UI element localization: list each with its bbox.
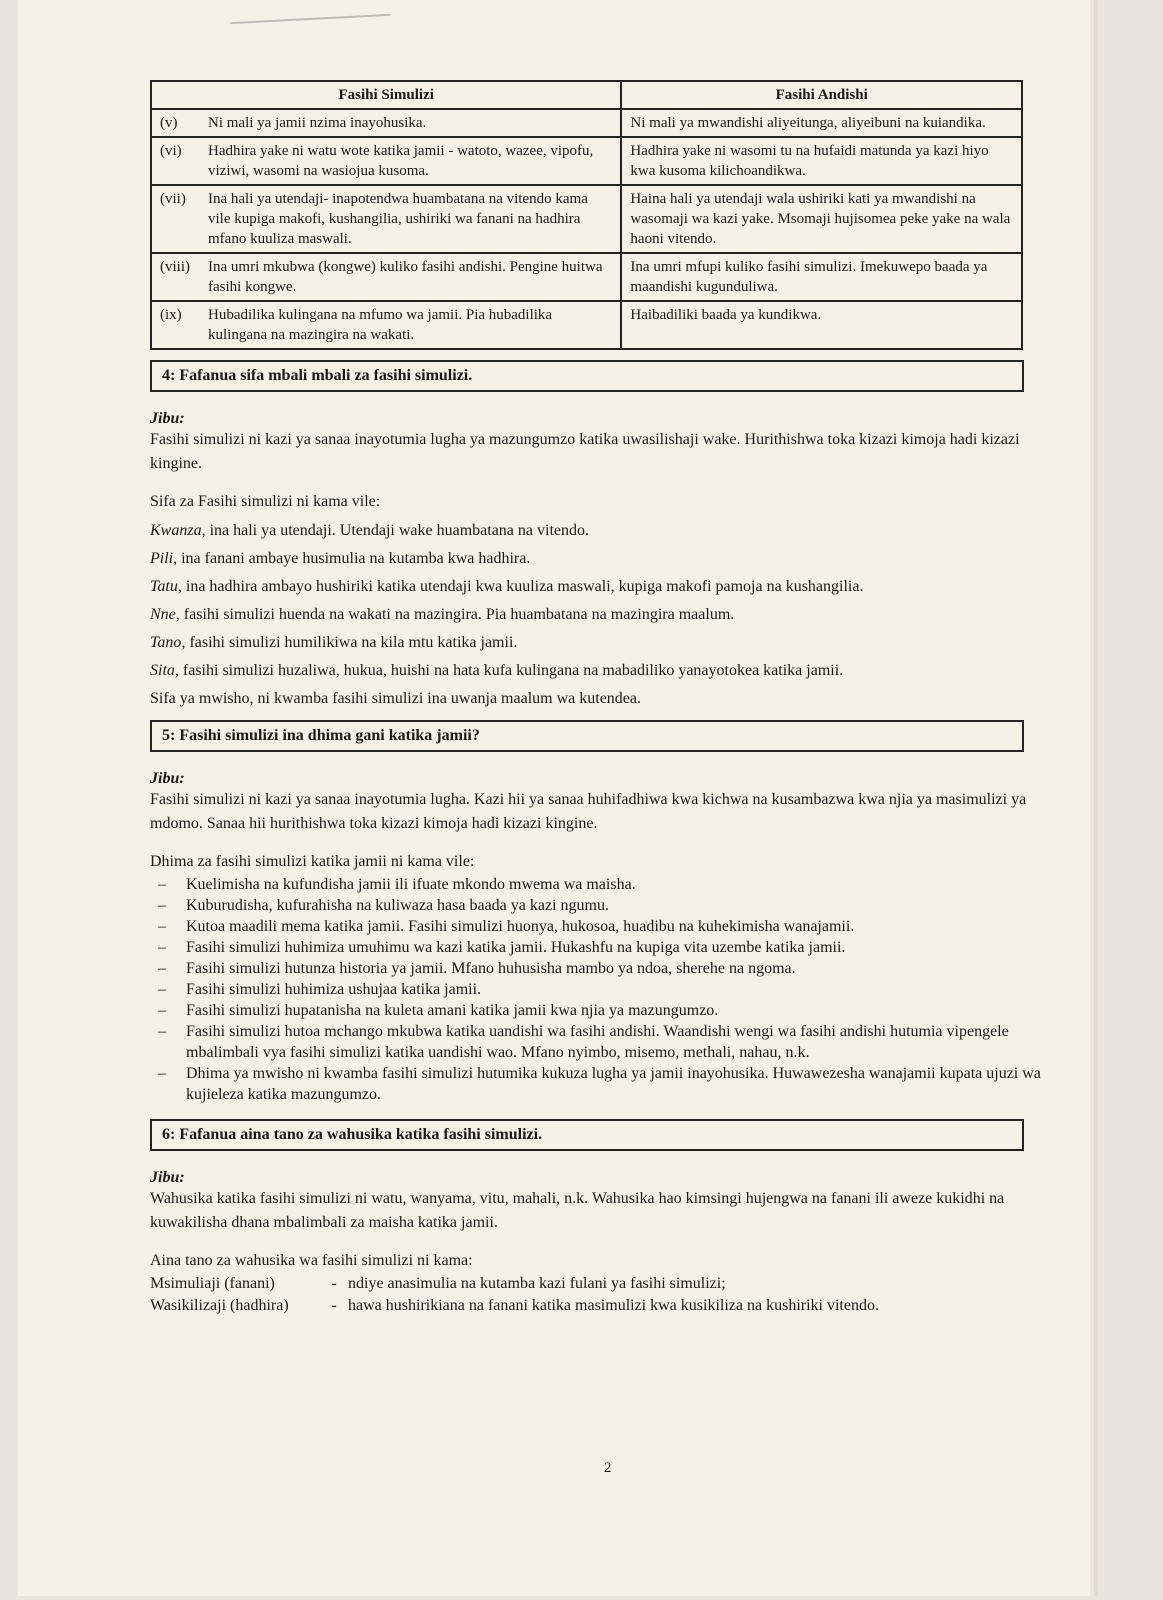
sifa-text: , ina hali ya utendaji. Utendaji wake huambatana na vitendo. xyxy=(201,522,589,539)
table-row xyxy=(151,253,1022,301)
page-content xyxy=(150,80,1050,1317)
character-name: Msimuliaji (fanani) xyxy=(150,1275,275,1292)
question-4-title: 4: Fafanua sifa mbali mbali za fasihi simulizi. xyxy=(162,367,473,384)
answer-6-intro: Wahusika katika fasihi simulizi ni watu, wanyama, vitu, mahali, n.k. Wahusika hao kimsingi hujengwa na fanani ili aweze kukidhi na kuwakilisha dhana mbalimbali za maisha katika jamii. xyxy=(150,1190,1005,1231)
list-item: – Fasihi simulizi huhimiza umuhimu wa kazi katika jamii. Hukashfu na kupiga vita uzembe katika jamii. xyxy=(150,937,1050,958)
list-item: – Fasihi simulizi hutunza historia ya jamii. Mfano huhusisha mambo ya ndoa, sherehe na ngoma. xyxy=(150,958,1050,979)
sifa-list xyxy=(150,520,1050,682)
answer-5-label: Jibu: xyxy=(150,770,185,787)
question-5-title: 5: Fasihi simulizi ina dhima gani katika jamii? xyxy=(162,727,480,744)
answer-6-label: Jibu: xyxy=(150,1169,185,1186)
row-number: (vi) xyxy=(160,143,182,159)
table-row xyxy=(151,185,1022,253)
cell-andishi: Hadhira yake ni wasomi tu na hufaidi matunda ya kazi hiyo kwa kusoma kilichoandikwa. xyxy=(621,137,1022,185)
answer-4-intro: Fasihi simulizi ni kazi ya sanaa inayotumia lugha ya mazungumzo katika uwasilishaji wake. Hurithishwa toka kizazi kimoja hadi kizazi kingine. xyxy=(150,431,1020,472)
answer-5-lead: Dhima za fasihi simulizi katika jamii ni kama vile: xyxy=(150,853,475,870)
ordinal-word: Kwanza xyxy=(150,522,202,539)
list-item xyxy=(150,632,1050,654)
list-item xyxy=(150,1295,1050,1317)
question-4-box xyxy=(150,360,1024,392)
ordinal-word: Tatu xyxy=(150,578,178,595)
list-item xyxy=(150,1273,1050,1295)
list-item xyxy=(150,520,1050,542)
dhima-list xyxy=(150,874,1050,1105)
simulizi-text: Ni mali ya jamii nzima inayohusika. xyxy=(208,115,427,131)
sifa-last: Sifa ya mwisho, ni kwamba fasihi simulizi ina uwanja maalum wa kutendea. xyxy=(150,690,641,707)
cell-simulizi xyxy=(151,109,621,137)
row-number: (ix) xyxy=(160,307,182,323)
list-item: – Fasihi simulizi hutoa mchango mkubwa katika uandishi wa fasihi andishi. Waandishi wengi wa fasihi andishi hutumia vipengele mbalimbali vya fasihi simulizi katika uandishi wao. Mfano nyimbo, misemo, methali, nahau, n.k. xyxy=(150,1021,1050,1063)
cell-simulizi xyxy=(151,253,621,301)
cell-simulizi xyxy=(151,137,621,185)
ordinal-word: Sita xyxy=(150,662,175,679)
list-item: – Dhima ya mwisho ni kwamba fasihi simulizi hutumika kukuza lugha ya jamii inayohusika. Huwawezesha wanajamii kupata ujuzi wa kujieleza katika mazungumzo. xyxy=(150,1063,1050,1105)
ordinal-word: Pili xyxy=(150,550,174,567)
ordinal-word: Nne xyxy=(150,606,176,623)
simulizi-text: Ina umri mkubwa (kongwe) kuliko fasihi andishi. Pengine huitwa fasihi kongwe. xyxy=(208,259,603,295)
table-header-andishi: Fasihi Andishi xyxy=(621,81,1022,109)
character-name: Wasikilizaji (hadhira) xyxy=(150,1297,289,1314)
answer-6-lead: Aina tano za wahusika wa fasihi simulizi ni kama: xyxy=(150,1252,473,1269)
cell-simulizi xyxy=(151,301,621,349)
list-item: – Fasihi simulizi huhimiza ushujaa katika jamii. xyxy=(150,979,1050,1000)
list-item xyxy=(150,604,1050,626)
list-item xyxy=(150,576,1050,598)
row-number: (vii) xyxy=(160,191,186,207)
cell-simulizi xyxy=(151,185,621,253)
row-number: (viii) xyxy=(160,259,190,275)
list-item: – Kuburudisha, kufurahisha na kuliwaza hasa baada ya kazi ngumu. xyxy=(150,895,1050,916)
character-desc: hawa hushirikiana na fanani katika masimulizi kwa kusikiliza na kushiriki vitendo. xyxy=(348,1297,879,1314)
character-desc: ndiye anasimulia na kutamba kazi fulani ya fasihi simulizi; xyxy=(348,1275,726,1292)
answer-5-intro: Fasihi simulizi ni kazi ya sanaa inayotumia lugha. Kazi hii ya sanaa huhifadhiwa kwa kichwa na kusambazwa kwa njia ya masimulizi ya mdomo. Sanaa hii hurithishwa toka kizazi kimoja hadi kizazi kingine. xyxy=(150,791,1027,832)
sifa-text: , fasihi simulizi huzaliwa, hukua, huishi na hata kufa kulingana na mabadiliko yanayotokea katika jamii. xyxy=(174,662,844,679)
cell-andishi: Haina hali ya utendaji wala ushiriki kati ya mwandishi na wasomaji wa kazi yake. Msomaji hujisomea peke yake na wala haoni vitendo. xyxy=(621,185,1022,253)
table-row xyxy=(151,301,1022,349)
list-item xyxy=(150,660,1050,682)
row-number: (v) xyxy=(160,115,178,131)
character-dash: - xyxy=(331,1297,337,1314)
list-item: – Kutoa maadili mema katika jamii. Fasihi simulizi huonya, hukosoa, huadibu na kuhekimisha wanajamii. xyxy=(150,916,1050,937)
cell-andishi: Ni mali ya mwandishi aliyeitunga, aliyeibuni na kuiandika. xyxy=(621,109,1022,137)
character-dash: - xyxy=(331,1275,337,1292)
list-item: – Kuelimisha na kufundisha jamii ili ifuate mkondo mwema wa maisha. xyxy=(150,874,1050,895)
sifa-text: , fasihi simulizi humilikiwa na kila mtu katika jamii. xyxy=(181,634,518,651)
page-number: 2 xyxy=(604,1460,612,1476)
question-5-box xyxy=(150,720,1024,752)
simulizi-text: Hadhira yake ni watu wote katika jamii - watoto, wazee, vipofu, viziwi, wasomi na wasiojua kusoma. xyxy=(208,143,594,179)
cell-andishi: Haibadiliki baada ya kundikwa. xyxy=(621,301,1022,349)
list-item: – Fasihi simulizi hupatanisha na kuleta amani katika jamii kwa njia ya mazungumzo. xyxy=(150,1000,1050,1021)
simulizi-text: Ina hali ya utendaji- inapotendwa huambatana na vitendo kama vile kupiga makofi, kushangilia, ushiriki wa fanani na hadhira mfano kuuliza maswali. xyxy=(208,191,588,247)
character-list xyxy=(150,1273,1050,1317)
answer-4-lead: Sifa za Fasihi simulizi ni kama vile: xyxy=(150,493,381,510)
list-item xyxy=(150,548,1050,570)
table-header-simulizi: Fasihi Simulizi xyxy=(151,81,621,109)
answer-4-label: Jibu: xyxy=(150,410,185,427)
table-row xyxy=(151,109,1022,137)
cell-andishi: Ina umri mfupi kuliko fasihi simulizi. Imekuwepo baada ya maandishi kugunduliwa. xyxy=(621,253,1022,301)
ordinal-word: Tano xyxy=(150,634,182,651)
sifa-text: , ina hadhira ambayo hushiriki katika utendaji kwa kuuliza maswali, kupiga makofi pamoja na kushangilia. xyxy=(177,578,864,595)
question-6-title: 6: Fafanua aina tano za wahusika katika fasihi simulizi. xyxy=(162,1126,543,1143)
sifa-text: , ina fanani ambaye husimulia na kutamba kwa hadhira. xyxy=(173,550,531,567)
sifa-text: , fasihi simulizi huenda na wakati na mazingira. Pia huambatana na mazingira maalum. xyxy=(175,606,735,623)
question-6-box xyxy=(150,1119,1024,1151)
simulizi-text: Hubadilika kulingana na mfumo wa jamii. Pia hubadilika kulingana na mazingira na wakati. xyxy=(208,307,553,343)
table-row xyxy=(151,137,1022,185)
comparison-table xyxy=(150,80,1023,350)
